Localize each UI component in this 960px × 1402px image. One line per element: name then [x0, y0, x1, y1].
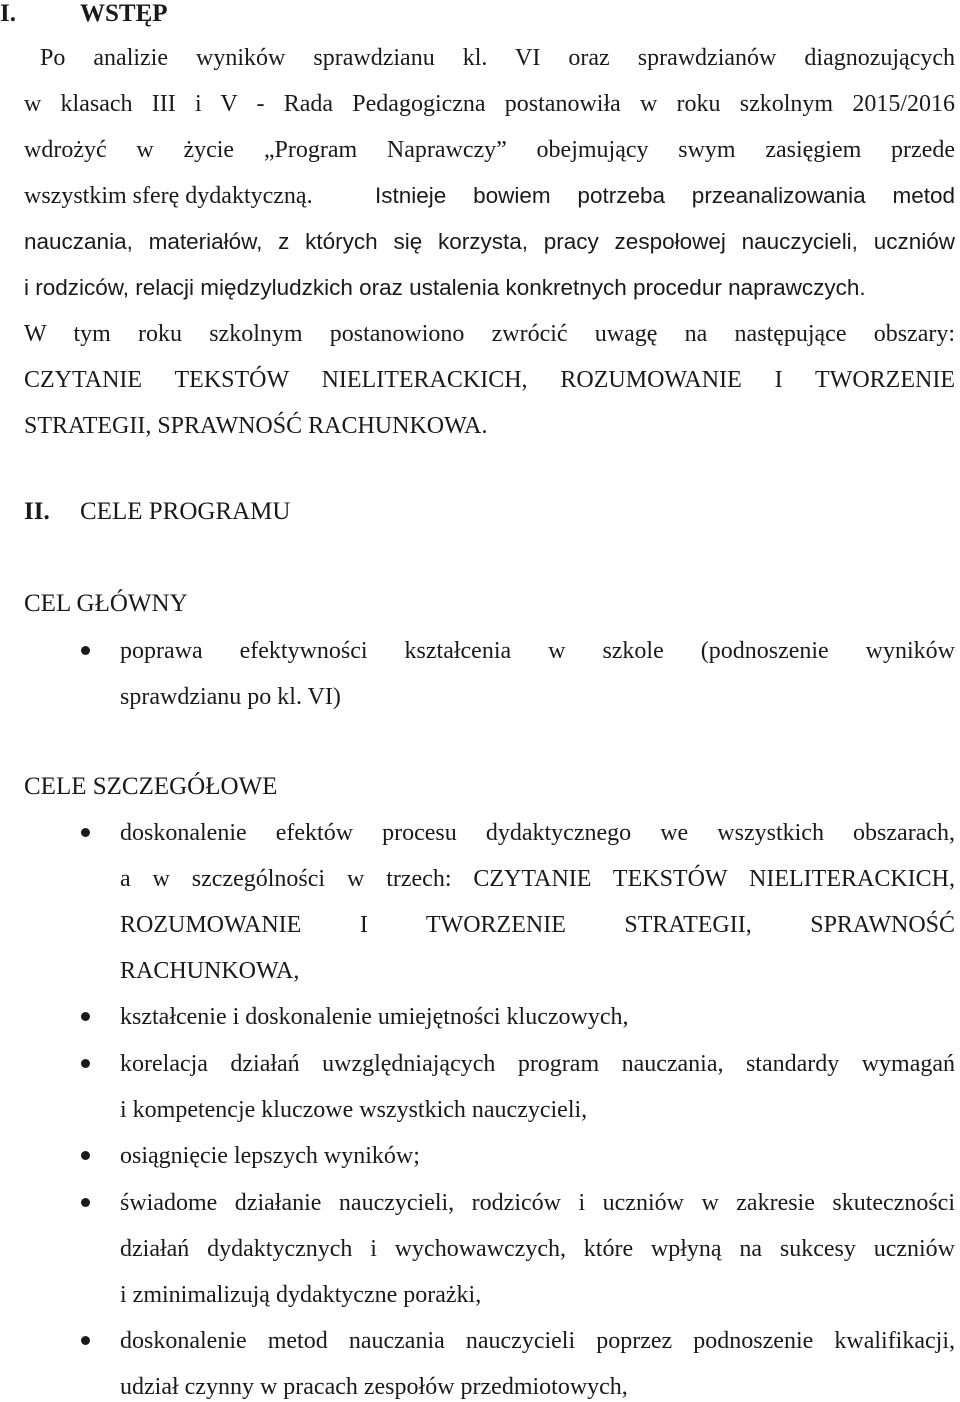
subsection-heading: CELE SZCZEGÓŁOWE [24, 773, 278, 800]
bullet-icon [81, 828, 90, 837]
list-item-line: sprawdzianu po kl. VI) [120, 684, 341, 710]
section-title: CELE PROGRAMU [80, 498, 291, 525]
list-item-line: RACHUNKOWA, [120, 958, 300, 984]
paragraph-line: w klasach III i V - Rada Pedagogiczna postanowiła w roku szkolnym 2015/2016 [24, 91, 955, 117]
bullet-icon [81, 1336, 90, 1345]
list-item-line: działań dydaktycznych i wychowawczych, które wpłyną na sukcesy uczniów [120, 1236, 955, 1262]
paragraph-line: wszystkim sferę dydaktyczną. [24, 183, 313, 209]
paragraph-line: CZYTANIE TEKSTÓW NIELITERACKICH, ROZUMOWANIE I TWORZENIE [24, 367, 955, 393]
bullet-icon [81, 1012, 90, 1021]
bullet-icon [81, 1198, 90, 1207]
list-item-line: a w szczególności w trzech: CZYTANIE TEKSTÓW NIELITERACKICH, [120, 866, 955, 892]
paragraph-line: Istnieje bowiem potrzeba przeanalizowania metod [375, 183, 955, 208]
list-item-line: doskonalenie metod nauczania nauczycieli poprzez podnoszenie kwalifikacji, [120, 1328, 955, 1354]
paragraph-line: Po analizie wyników sprawdzianu kl. VI oraz sprawdzianów diagnozujących [40, 45, 955, 71]
bullet-icon [81, 1151, 90, 1160]
list-item-line: świadome działanie nauczycieli, rodziców i uczniów w zakresie skuteczności [120, 1190, 955, 1216]
list-item-line: ROZUMOWANIE I TWORZENIE STRATEGII, SPRAWNOŚĆ [120, 912, 955, 938]
section-number: I. [0, 0, 16, 27]
list-item-line: kształcenie i doskonalenie umiejętności kluczowych, [120, 1004, 629, 1030]
section-title: WSTĘP [80, 0, 168, 27]
paragraph-line: i rodziców, relacji międzyludzkich oraz ustalenia konkretnych procedur naprawczych. [24, 275, 866, 300]
list-item-line: korelacja działań uwzględniających program nauczania, standardy wymagań [120, 1051, 955, 1077]
paragraph-line: wdrożyć w życie „Program Naprawczy” obejmujący swym zasięgiem przede [24, 137, 955, 163]
bullet-icon [81, 646, 90, 655]
list-item-line: udział czynny w pracach zespołów przedmiotowych, [120, 1374, 628, 1400]
bullet-icon [81, 1059, 90, 1068]
section-number: II. [24, 498, 50, 525]
list-item-line: i zminimalizują dydaktyczne porażki, [120, 1282, 482, 1308]
list-item-line: osiągnięcie lepszych wyników; [120, 1143, 420, 1169]
paragraph-line: nauczania, materiałów, z których się korzysta, pracy zespołowej nauczycieli, uczniów [24, 229, 955, 254]
subsection-heading: CEL GŁÓWNY [24, 590, 188, 617]
paragraph-line: W tym roku szkolnym postanowiono zwrócić uwagę na następujące obszary: [24, 321, 955, 347]
paragraph-line: STRATEGII, SPRAWNOŚĆ RACHUNKOWA. [24, 413, 488, 439]
list-item-line: doskonalenie efektów procesu dydaktycznego we wszystkich obszarach, [120, 820, 955, 846]
list-item-line: i kompetencje kluczowe wszystkich nauczycieli, [120, 1097, 588, 1123]
list-item-line: poprawa efektywności kształcenia w szkole (podnoszenie wyników [120, 638, 955, 664]
